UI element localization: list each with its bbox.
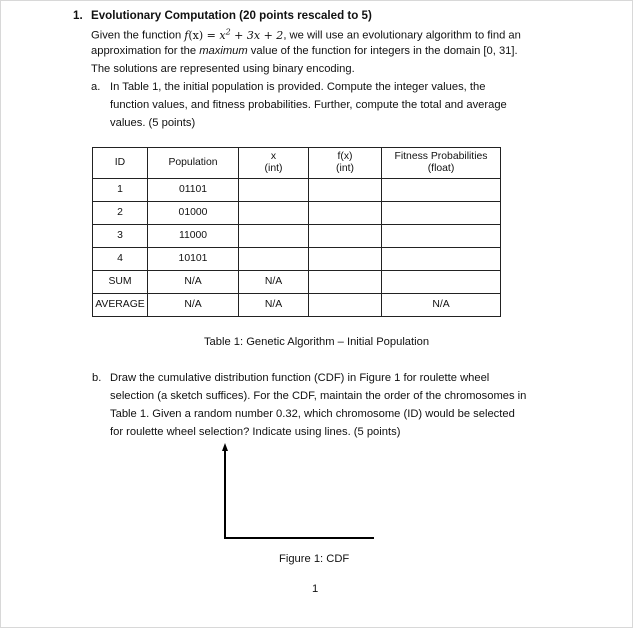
header-x	[239, 148, 309, 179]
row-x-cell[interactable]	[239, 202, 309, 225]
part-b-line-3: Table 1. Given a random number 0.32, which chromosome (ID) would be selected	[110, 408, 515, 420]
row-population: 01000	[148, 202, 239, 225]
header-id: ID	[93, 148, 148, 179]
row-id: 1	[93, 179, 148, 202]
func-eq: = x	[203, 28, 226, 42]
row-id: 3	[93, 225, 148, 248]
row-x-cell[interactable]	[239, 225, 309, 248]
question-title	[73, 9, 372, 22]
population-table	[92, 147, 501, 317]
part-b-line-2: selection (a sketch suffices). For the CDF, maintain the order of the chromosomes in	[110, 390, 527, 402]
sum-population: N/A	[148, 271, 239, 294]
part-b-line-4: for roulette wheel selection? Indicate using lines. (5 points)	[110, 426, 401, 438]
row-fx-cell[interactable]	[309, 225, 382, 248]
func-rest: + 3x + 2	[230, 28, 284, 42]
table-row	[93, 202, 501, 225]
part-a-text-1: In Table 1, the initial population is provided. Compute the integer values, the	[110, 81, 486, 93]
intro-l2-emphasis: maximum	[199, 45, 248, 57]
table-caption: Table 1: Genetic Algorithm – Initial Population	[203, 336, 430, 348]
intro-l2-post: value of the function for integers in the domain [0, 31].	[247, 45, 518, 57]
row-fx-cell[interactable]	[309, 202, 382, 225]
row-x-cell[interactable]	[239, 248, 309, 271]
average-fx-cell[interactable]	[309, 294, 382, 317]
header-fitness	[382, 148, 501, 179]
average-population: N/A	[148, 294, 239, 317]
part-b-line-1	[92, 372, 489, 384]
average-row	[93, 294, 501, 317]
header-population: Population	[148, 148, 239, 179]
part-a-label: a.	[91, 81, 101, 93]
header-fitness-top: Fitness Probabilities	[394, 151, 488, 162]
row-id: 2	[93, 202, 148, 225]
intro-text: Given the function	[91, 29, 185, 42]
intro-l2-pre: approximation for the	[91, 45, 200, 57]
table-row	[93, 248, 501, 271]
function-formula	[184, 29, 283, 42]
average-x: N/A	[239, 294, 309, 317]
figure-caption: Figure 1: CDF	[279, 553, 350, 565]
header-fx	[309, 148, 382, 179]
header-fx-top: f(x)	[337, 151, 353, 162]
header-fitness-bottom: (float)	[427, 163, 455, 174]
header-fx-bottom: (int)	[336, 163, 354, 174]
question-title-text: Evolutionary Computation (20 points rescaled to 5)	[91, 9, 372, 22]
func-exponent: 2	[225, 27, 231, 36]
question-number: 1.	[73, 9, 83, 22]
row-fitness-cell[interactable]	[382, 202, 501, 225]
table-row	[93, 225, 501, 248]
row-population: 11000	[148, 225, 239, 248]
intro-text-post: , we will use an evolutionary algorithm to find an	[283, 29, 521, 42]
average-label: AVERAGE	[93, 294, 148, 317]
table-header-row	[93, 148, 501, 179]
header-x-top: x	[270, 151, 277, 162]
part-a-line-2: function values, and fitness probabilities. Further, compute the total and average	[110, 99, 507, 111]
table-row	[93, 179, 501, 202]
part-b-label: b.	[92, 372, 102, 384]
sum-row	[93, 271, 501, 294]
header-x-bottom: (int)	[264, 163, 283, 174]
row-population: 01101	[148, 179, 239, 202]
row-fitness-cell[interactable]	[382, 179, 501, 202]
part-a-line-3: values. (5 points)	[110, 117, 196, 129]
intro-line-1	[91, 27, 521, 42]
sum-label: SUM	[93, 271, 148, 294]
row-population: 10101	[148, 248, 239, 271]
func-f: f	[184, 28, 189, 42]
row-fitness-cell[interactable]	[382, 225, 501, 248]
part-b-text-1: Draw the cumulative distribution function (CDF) in Figure 1 for roulette wheel	[110, 372, 490, 384]
intro-line-3: The solutions are represented using binary encoding.	[91, 63, 355, 75]
part-a-line-1	[91, 81, 485, 93]
cdf-axes[interactable]	[222, 443, 382, 543]
intro-line-2	[91, 45, 518, 57]
row-fx-cell[interactable]	[309, 179, 382, 202]
sum-x: N/A	[239, 271, 309, 294]
page-number: 1	[312, 583, 319, 595]
row-id: 4	[93, 248, 148, 271]
row-x-cell[interactable]	[239, 179, 309, 202]
row-fitness-cell[interactable]	[382, 248, 501, 271]
sum-fx-cell[interactable]	[309, 271, 382, 294]
sum-fitness-cell[interactable]	[382, 271, 501, 294]
func-arg: (x)	[188, 28, 204, 42]
row-fx-cell[interactable]	[309, 248, 382, 271]
average-fitness: N/A	[382, 294, 501, 317]
